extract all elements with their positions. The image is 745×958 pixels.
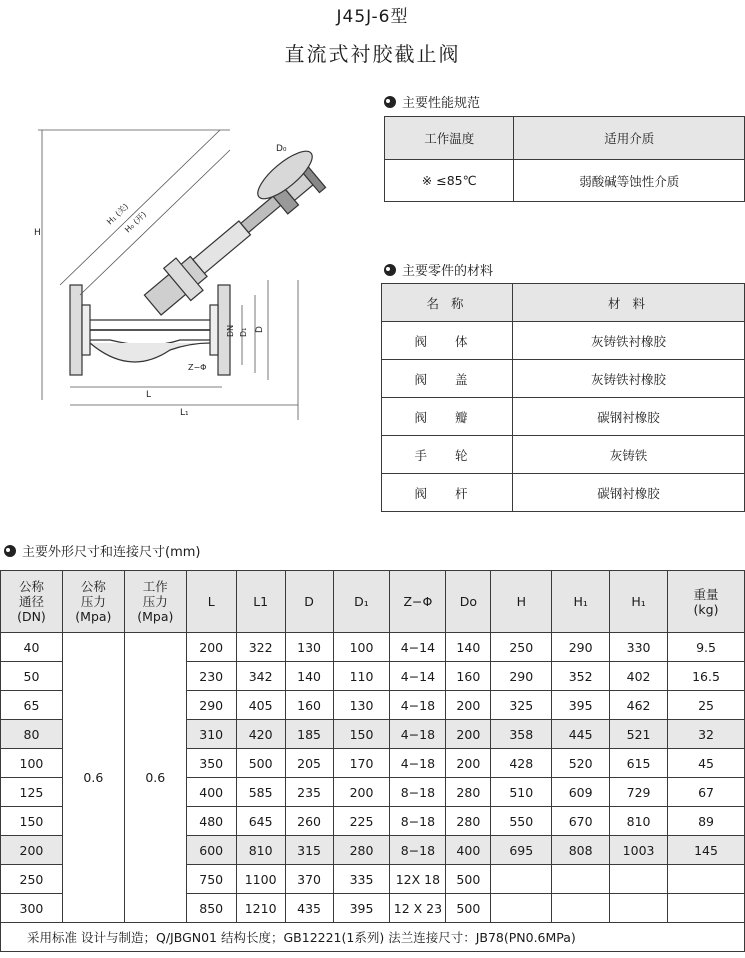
part-material: 碳钢衬橡胶 [513, 398, 745, 436]
table-cell: 1100 [236, 865, 285, 894]
table-cell: 500 [236, 749, 285, 778]
table-cell: 462 [610, 691, 668, 720]
temperature-value: ※ ≤85℃ [385, 160, 514, 202]
table-cell: 67 [668, 778, 745, 807]
table-cell: 235 [285, 778, 333, 807]
column-header: 公称 通径 (DN) [1, 571, 63, 633]
col-temperature: 工作温度 [385, 117, 514, 160]
table-cell [668, 865, 745, 894]
column-header: L [186, 571, 236, 633]
table-cell: 40 [1, 633, 63, 662]
table-cell: 290 [491, 662, 552, 691]
column-header: H₁ [552, 571, 610, 633]
column-header: Do [446, 571, 491, 633]
table-cell: 695 [491, 836, 552, 865]
table-cell: 12X 18 [390, 865, 446, 894]
table-cell: 125 [1, 778, 63, 807]
label-d0: D₀ [276, 144, 287, 154]
table-cell: 8−18 [390, 836, 446, 865]
table-cell: 521 [610, 720, 668, 749]
table-cell: 32 [668, 720, 745, 749]
table-cell: 65 [1, 691, 63, 720]
table-cell: 428 [491, 749, 552, 778]
table-cell: 130 [285, 633, 333, 662]
table-cell: 280 [446, 807, 491, 836]
table-cell [491, 865, 552, 894]
valve-drawing [30, 115, 370, 425]
table-cell [552, 894, 610, 923]
part-material: 碳钢衬橡胶 [513, 474, 745, 512]
table-cell [491, 894, 552, 923]
table-cell: 615 [610, 749, 668, 778]
table-cell: 550 [491, 807, 552, 836]
table-cell: 350 [186, 749, 236, 778]
label-h1: H₁ (关) [105, 201, 131, 227]
table-cell: 16.5 [668, 662, 745, 691]
table-cell: 140 [446, 633, 491, 662]
table-cell: 330 [610, 633, 668, 662]
col-medium: 适用介质 [514, 117, 745, 160]
table-cell: 150 [333, 720, 390, 749]
col-material: 材 料 [513, 284, 745, 322]
table-cell: 200 [446, 720, 491, 749]
column-header: 重量 (kg) [668, 571, 745, 633]
part-name: 阀 瓣 [382, 398, 513, 436]
table-cell: 750 [186, 865, 236, 894]
table-cell: 402 [610, 662, 668, 691]
table-cell: 810 [236, 836, 285, 865]
table-cell: 260 [285, 807, 333, 836]
table-cell: 500 [446, 865, 491, 894]
table-cell: 4−18 [390, 691, 446, 720]
dimensions-header-row [1, 571, 745, 633]
column-header: H [491, 571, 552, 633]
table-cell: 160 [285, 691, 333, 720]
part-name: 阀 杆 [382, 474, 513, 512]
part-name: 手 轮 [382, 436, 513, 474]
label-d: D [255, 326, 265, 333]
table-cell: 290 [186, 691, 236, 720]
table-cell: 145 [668, 836, 745, 865]
label-h: H [34, 228, 41, 238]
nominal-pressure-cell: 0.6 [62, 633, 124, 923]
table-cell: 395 [552, 691, 610, 720]
table-cell: 510 [491, 778, 552, 807]
table-cell: 8−18 [390, 778, 446, 807]
table-cell: 370 [285, 865, 333, 894]
table-cell: 200 [333, 778, 390, 807]
column-header: H₁ [610, 571, 668, 633]
bullet-icon [4, 545, 16, 557]
dimensions-heading: 主要外形尺寸和连接尺寸(mm) [4, 541, 200, 560]
materials-heading: 主要零件的材料 [384, 260, 493, 279]
page-title: 直流式衬胶截止阀 [284, 42, 461, 66]
label-dn: DN [226, 324, 235, 337]
table-cell: 445 [552, 720, 610, 749]
part-material: 灰铸铁衬橡胶 [513, 360, 745, 398]
label-l1: L₁ [180, 408, 189, 418]
table-cell: 325 [491, 691, 552, 720]
table-cell: 200 [446, 749, 491, 778]
table-cell: 400 [186, 778, 236, 807]
part-material: 灰铸铁衬橡胶 [513, 322, 745, 360]
table-cell: 280 [333, 836, 390, 865]
table-row [1, 633, 745, 662]
table-cell: 405 [236, 691, 285, 720]
table-cell: 670 [552, 807, 610, 836]
label-d1: D₁ [239, 327, 248, 337]
table-cell: 250 [491, 633, 552, 662]
label-zphi: Z−Φ [188, 363, 207, 372]
table-cell: 200 [1, 836, 63, 865]
dimensions-table [0, 570, 745, 952]
table-cell: 170 [333, 749, 390, 778]
table-cell: 50 [1, 662, 63, 691]
table-cell: 4−18 [390, 720, 446, 749]
table-cell: 850 [186, 894, 236, 923]
medium-value: 弱酸碱等蚀性介质 [514, 160, 745, 202]
model-number: J45J-6型 [336, 7, 409, 27]
table-cell: 400 [446, 836, 491, 865]
column-header: D [285, 571, 333, 633]
table-cell: 225 [333, 807, 390, 836]
table-cell: 1210 [236, 894, 285, 923]
table-cell: 230 [186, 662, 236, 691]
col-name: 名 称 [382, 284, 513, 322]
table-cell: 250 [1, 865, 63, 894]
table-cell: 729 [610, 778, 668, 807]
table-cell: 45 [668, 749, 745, 778]
table-cell: 8−18 [390, 807, 446, 836]
table-cell: 280 [446, 778, 491, 807]
label-h0: H₀ (开) [123, 209, 149, 235]
table-cell: 4−18 [390, 749, 446, 778]
working-pressure-cell: 0.6 [124, 633, 186, 923]
label-l: L [146, 390, 152, 400]
table-cell: 130 [333, 691, 390, 720]
table-cell: 200 [186, 633, 236, 662]
table-cell: 315 [285, 836, 333, 865]
table-cell: 300 [1, 894, 63, 923]
table-cell [610, 894, 668, 923]
table-cell: 100 [1, 749, 63, 778]
table-cell: 80 [1, 720, 63, 749]
table-cell: 520 [552, 749, 610, 778]
table-cell: 185 [285, 720, 333, 749]
table-cell [552, 865, 610, 894]
table-cell: 9.5 [668, 633, 745, 662]
table-cell: 200 [446, 691, 491, 720]
table-cell: 140 [285, 662, 333, 691]
table-cell: 342 [236, 662, 285, 691]
table-cell: 1003 [610, 836, 668, 865]
column-header: D₁ [333, 571, 390, 633]
table-cell: 310 [186, 720, 236, 749]
table-cell: 420 [236, 720, 285, 749]
table-cell: 205 [285, 749, 333, 778]
table-cell: 585 [236, 778, 285, 807]
table-cell: 352 [552, 662, 610, 691]
table-cell [610, 865, 668, 894]
table-cell: 395 [333, 894, 390, 923]
standards-footer: 采用标准 设计与制造；Q/JBGN01 结构长度；GB12221(1系列) 法兰连接尺寸：JB78(PN0.6MPa) [1, 923, 745, 952]
part-material: 灰铸铁 [513, 436, 745, 474]
performance-heading: 主要性能规范 [384, 92, 480, 111]
bullet-icon [384, 96, 396, 108]
table-cell: 435 [285, 894, 333, 923]
table-cell: 4−14 [390, 662, 446, 691]
table-cell: 25 [668, 691, 745, 720]
column-header: 工作 压力 (Mpa) [124, 571, 186, 633]
column-header: Z−Φ [390, 571, 446, 633]
part-name: 阀 盖 [382, 360, 513, 398]
table-cell: 89 [668, 807, 745, 836]
table-cell: 4−14 [390, 633, 446, 662]
table-cell: 160 [446, 662, 491, 691]
table-cell: 335 [333, 865, 390, 894]
table-cell: 110 [333, 662, 390, 691]
table-cell: 645 [236, 807, 285, 836]
table-cell: 12 X 23 [390, 894, 446, 923]
table-cell: 480 [186, 807, 236, 836]
table-cell: 150 [1, 807, 63, 836]
table-cell: 100 [333, 633, 390, 662]
performance-table [384, 116, 745, 202]
table-cell [668, 894, 745, 923]
part-name: 阀 体 [382, 322, 513, 360]
table-cell: 609 [552, 778, 610, 807]
table-cell: 358 [491, 720, 552, 749]
column-header: 公称 压力 (Mpa) [62, 571, 124, 633]
table-cell: 808 [552, 836, 610, 865]
bullet-icon [384, 264, 396, 276]
table-cell: 290 [552, 633, 610, 662]
table-cell: 500 [446, 894, 491, 923]
table-cell: 810 [610, 807, 668, 836]
table-cell: 322 [236, 633, 285, 662]
table-cell: 600 [186, 836, 236, 865]
column-header: L1 [236, 571, 285, 633]
materials-table [381, 283, 745, 512]
